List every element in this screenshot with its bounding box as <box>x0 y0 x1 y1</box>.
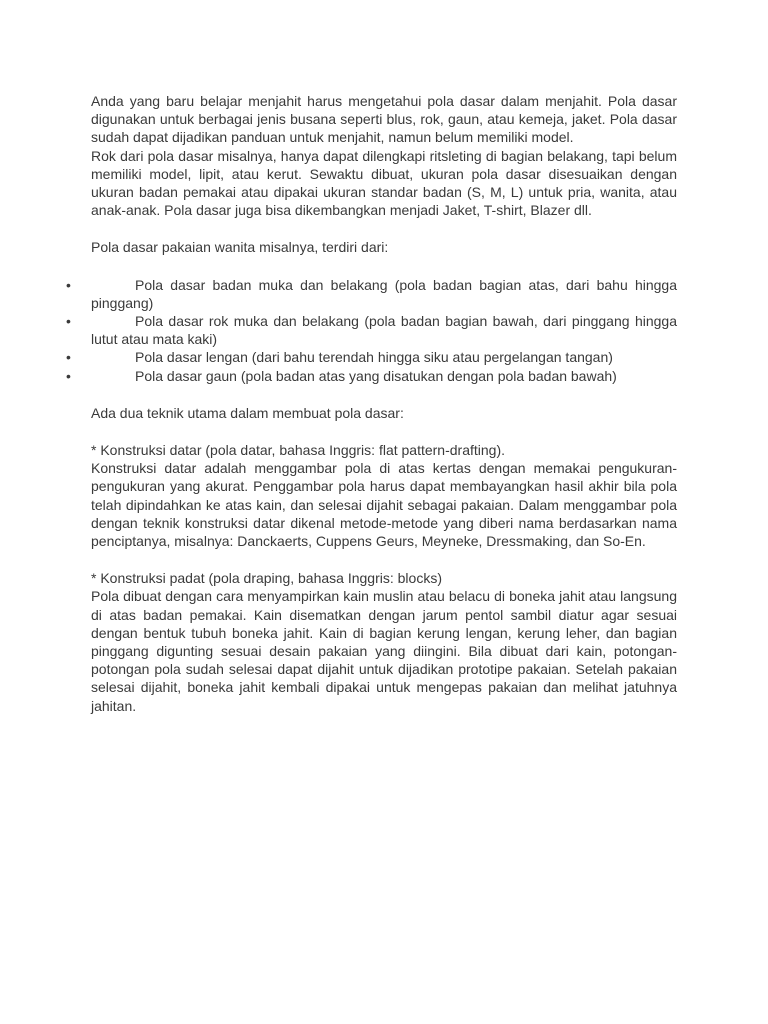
spacer <box>91 257 677 276</box>
list-item-text: Pola dasar badan muka dan belakang (pola badan bagian atas, dari bahu hingga pinggang) <box>91 276 677 311</box>
document-body <box>66 92 677 715</box>
section-2-heading: * Konstruksi padat (pola draping, bahasa Inggris: blocks) <box>91 570 442 587</box>
list-item <box>66 367 677 385</box>
list-item-text: Pola dasar rok muka dan belakang (pola badan bagian bawah, dari pinggang hingga lutut atau mata kaki) <box>91 313 677 348</box>
list-item <box>66 312 677 348</box>
intro-paragraph-2: Rok dari pola dasar misalnya, hanya dapat dilengkapi ritsleting di bagian belakang, tapi belum memiliki model, lipit, atau kerut. Sewaktu dibuat, ukuran pola dasar disesuaikan dengan ukuran badan pemakai atau dipakai ukuran standar badan (S, M, L) untuk pria, wanita, atau anak-anak. Pola dasar juga bisa dikembangkan menjadi Jaket, T-shirt, Blazer dll. <box>91 147 677 219</box>
list-item-text: Pola dasar lengan (dari bahu terendah hingga siku atau pergelangan tangan) <box>135 349 613 366</box>
pattern-list <box>66 276 677 385</box>
bullet-icon: • <box>66 313 71 330</box>
techniques-intro: Ada dua teknik utama dalam membuat pola dasar: <box>91 404 404 421</box>
bullet-icon: • <box>66 349 71 366</box>
spacer <box>91 422 677 441</box>
list-item <box>66 276 677 312</box>
bullet-icon: • <box>66 276 71 293</box>
spacer <box>91 219 677 238</box>
list-item <box>66 348 677 366</box>
section-1-body: Konstruksi datar adalah menggambar pola di atas kertas dengan memakai pengukuran-pengukuran yang akurat. Penggambar pola harus dapat membayangkan hasil akhir bila pola telah dipindahkan ke atas kain, dan selesai dijahit sebagai pakaian. Dalam menggambar pola dengan teknik konstruksi datar dikenal metode-metode yang diberi nama berdasarkan nama penciptanya, misalnya: Danckaerts, Cuppens Geurs, Meyneke, Dressmaking, dan So-En. <box>91 460 677 550</box>
spacer <box>91 550 677 569</box>
intro-paragraph-1: Anda yang baru belajar menjahit harus mengetahui pola dasar dalam menjahit. Pola dasar digunakan untuk berbagai jenis busana seperti blus, rok, gaun, atau kemeja, jaket. Pola dasar sudah dapat dijadikan panduan untuk menjahit, namun belum memiliki model. <box>91 93 677 146</box>
spacer <box>91 385 677 404</box>
list-intro: Pola dasar pakaian wanita misalnya, terdiri dari: <box>91 239 389 256</box>
list-item-text: Pola dasar gaun (pola badan atas yang disatukan dengan pola badan bawah) <box>135 367 617 384</box>
section-1-heading: * Konstruksi datar (pola datar, bahasa Inggris: flat pattern-drafting). <box>91 442 506 459</box>
section-2-body: Pola dibuat dengan cara menyampirkan kain muslin atau belacu di boneka jahit atau langsung di atas badan pemakai. Kain disematkan dengan jarum pentol sambil diatur agar sesuai dengan bentuk tubuh boneka jahit. Kain di bagian kerung lengan, kerung leher, dan bagian pinggang digunting sesuai desain pakaian yang diingini. Bila dibuat dari kain, potongan-potongan pola sudah selesai dapat dijahit untuk dijadikan prototipe pakaian. Setelah pakaian selesai dijahit, boneka jahit kembali dipakai untuk mengepas pakaian dan melihat jatuhnya jahitan. <box>91 588 677 714</box>
bullet-icon: • <box>66 367 71 384</box>
